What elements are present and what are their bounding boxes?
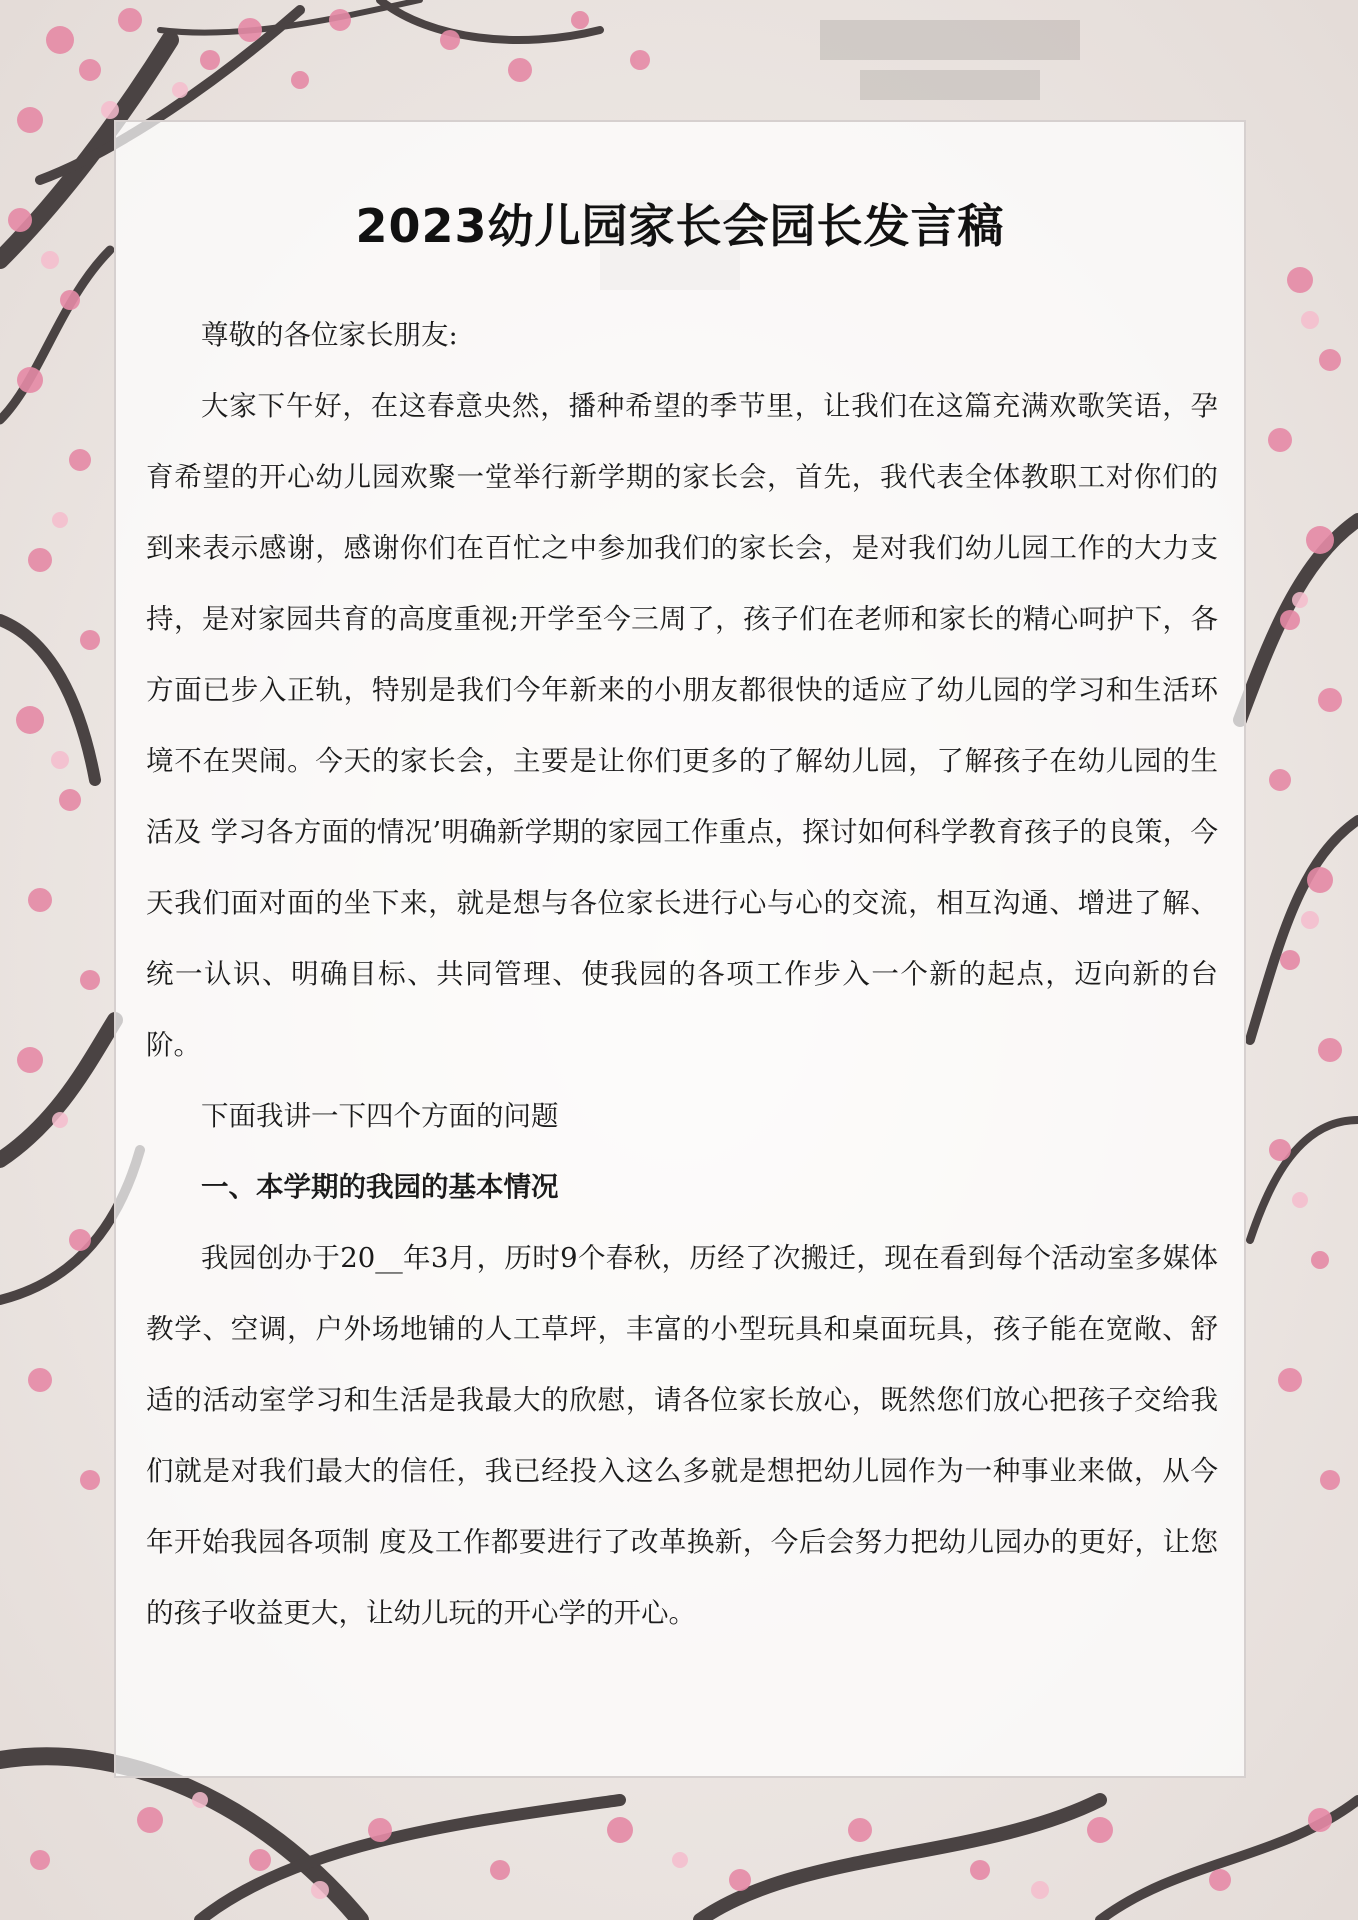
document-body <box>146 300 1218 1649</box>
section-heading-1: 一、本学期的我园的基本情况 <box>201 1171 559 1203</box>
paragraph-basic-info: 我园创办于20__年3月，历时9个春秋，历经了次搬迁，现在看到每个活动室多媒体教学、空调，户外场地铺的人工草坪，丰富的小型玩具和桌面玩具，孩子能在宽敞、舒适的活动室学习和生活是我最大的欣慰，请各位家长放心，既然您们放心把孩子交给我们就是对我们最大的信任，我已经投入这么多就是想把幼儿园作为一种事业来做，从今年开始我园各项制 度及工作都要进行了改革换新，今后会努力把幼儿园办的更好，让您的孩子收益更大，让幼儿玩的开心学的开心。 <box>146 1242 1218 1629</box>
paragraph-topics: 下面我讲一下四个方面的问题 <box>201 1100 559 1132</box>
document-title: 2023幼儿园家长会园长发言稿 <box>355 199 1005 253</box>
salutation: 尊敬的各位家长朋友: <box>201 319 458 351</box>
document-page <box>114 120 1246 1778</box>
paragraph-intro: 大家下午好，在这春意央然，播种希望的季节里，让我们在这篇充满欢歌笑语，孕育希望的开心幼儿园欢聚一堂举行新学期的家长会，首先，我代表全体教职工对你们的到来表示感谢，感谢你们在百忙之中参加我们的家长会，是对我们幼儿园工作的大力支持，是对家园共育的高度重视;开学至今三周了，孩子们在老师和家长的精心呵护下，各方面已步入正轨，特别是我们今年新来的小朋友都很快的适应了幼儿园的学习和生活环境不在哭闹。今天的家长会，主要是让你们更多的了解幼儿园，了解孩子在幼儿园的生活及 学习各方面的情况’明确新学期的家园工作重点，探讨如何科学教育孩子的良策，今天我们面对面的坐下来，就是想与各位家长进行心与心的交流，相互沟通、增进了解、统一认识、明确目标、共同管理、使我园的各项工作步入一个新的起点，迈向新的台阶。 <box>146 390 1218 1061</box>
